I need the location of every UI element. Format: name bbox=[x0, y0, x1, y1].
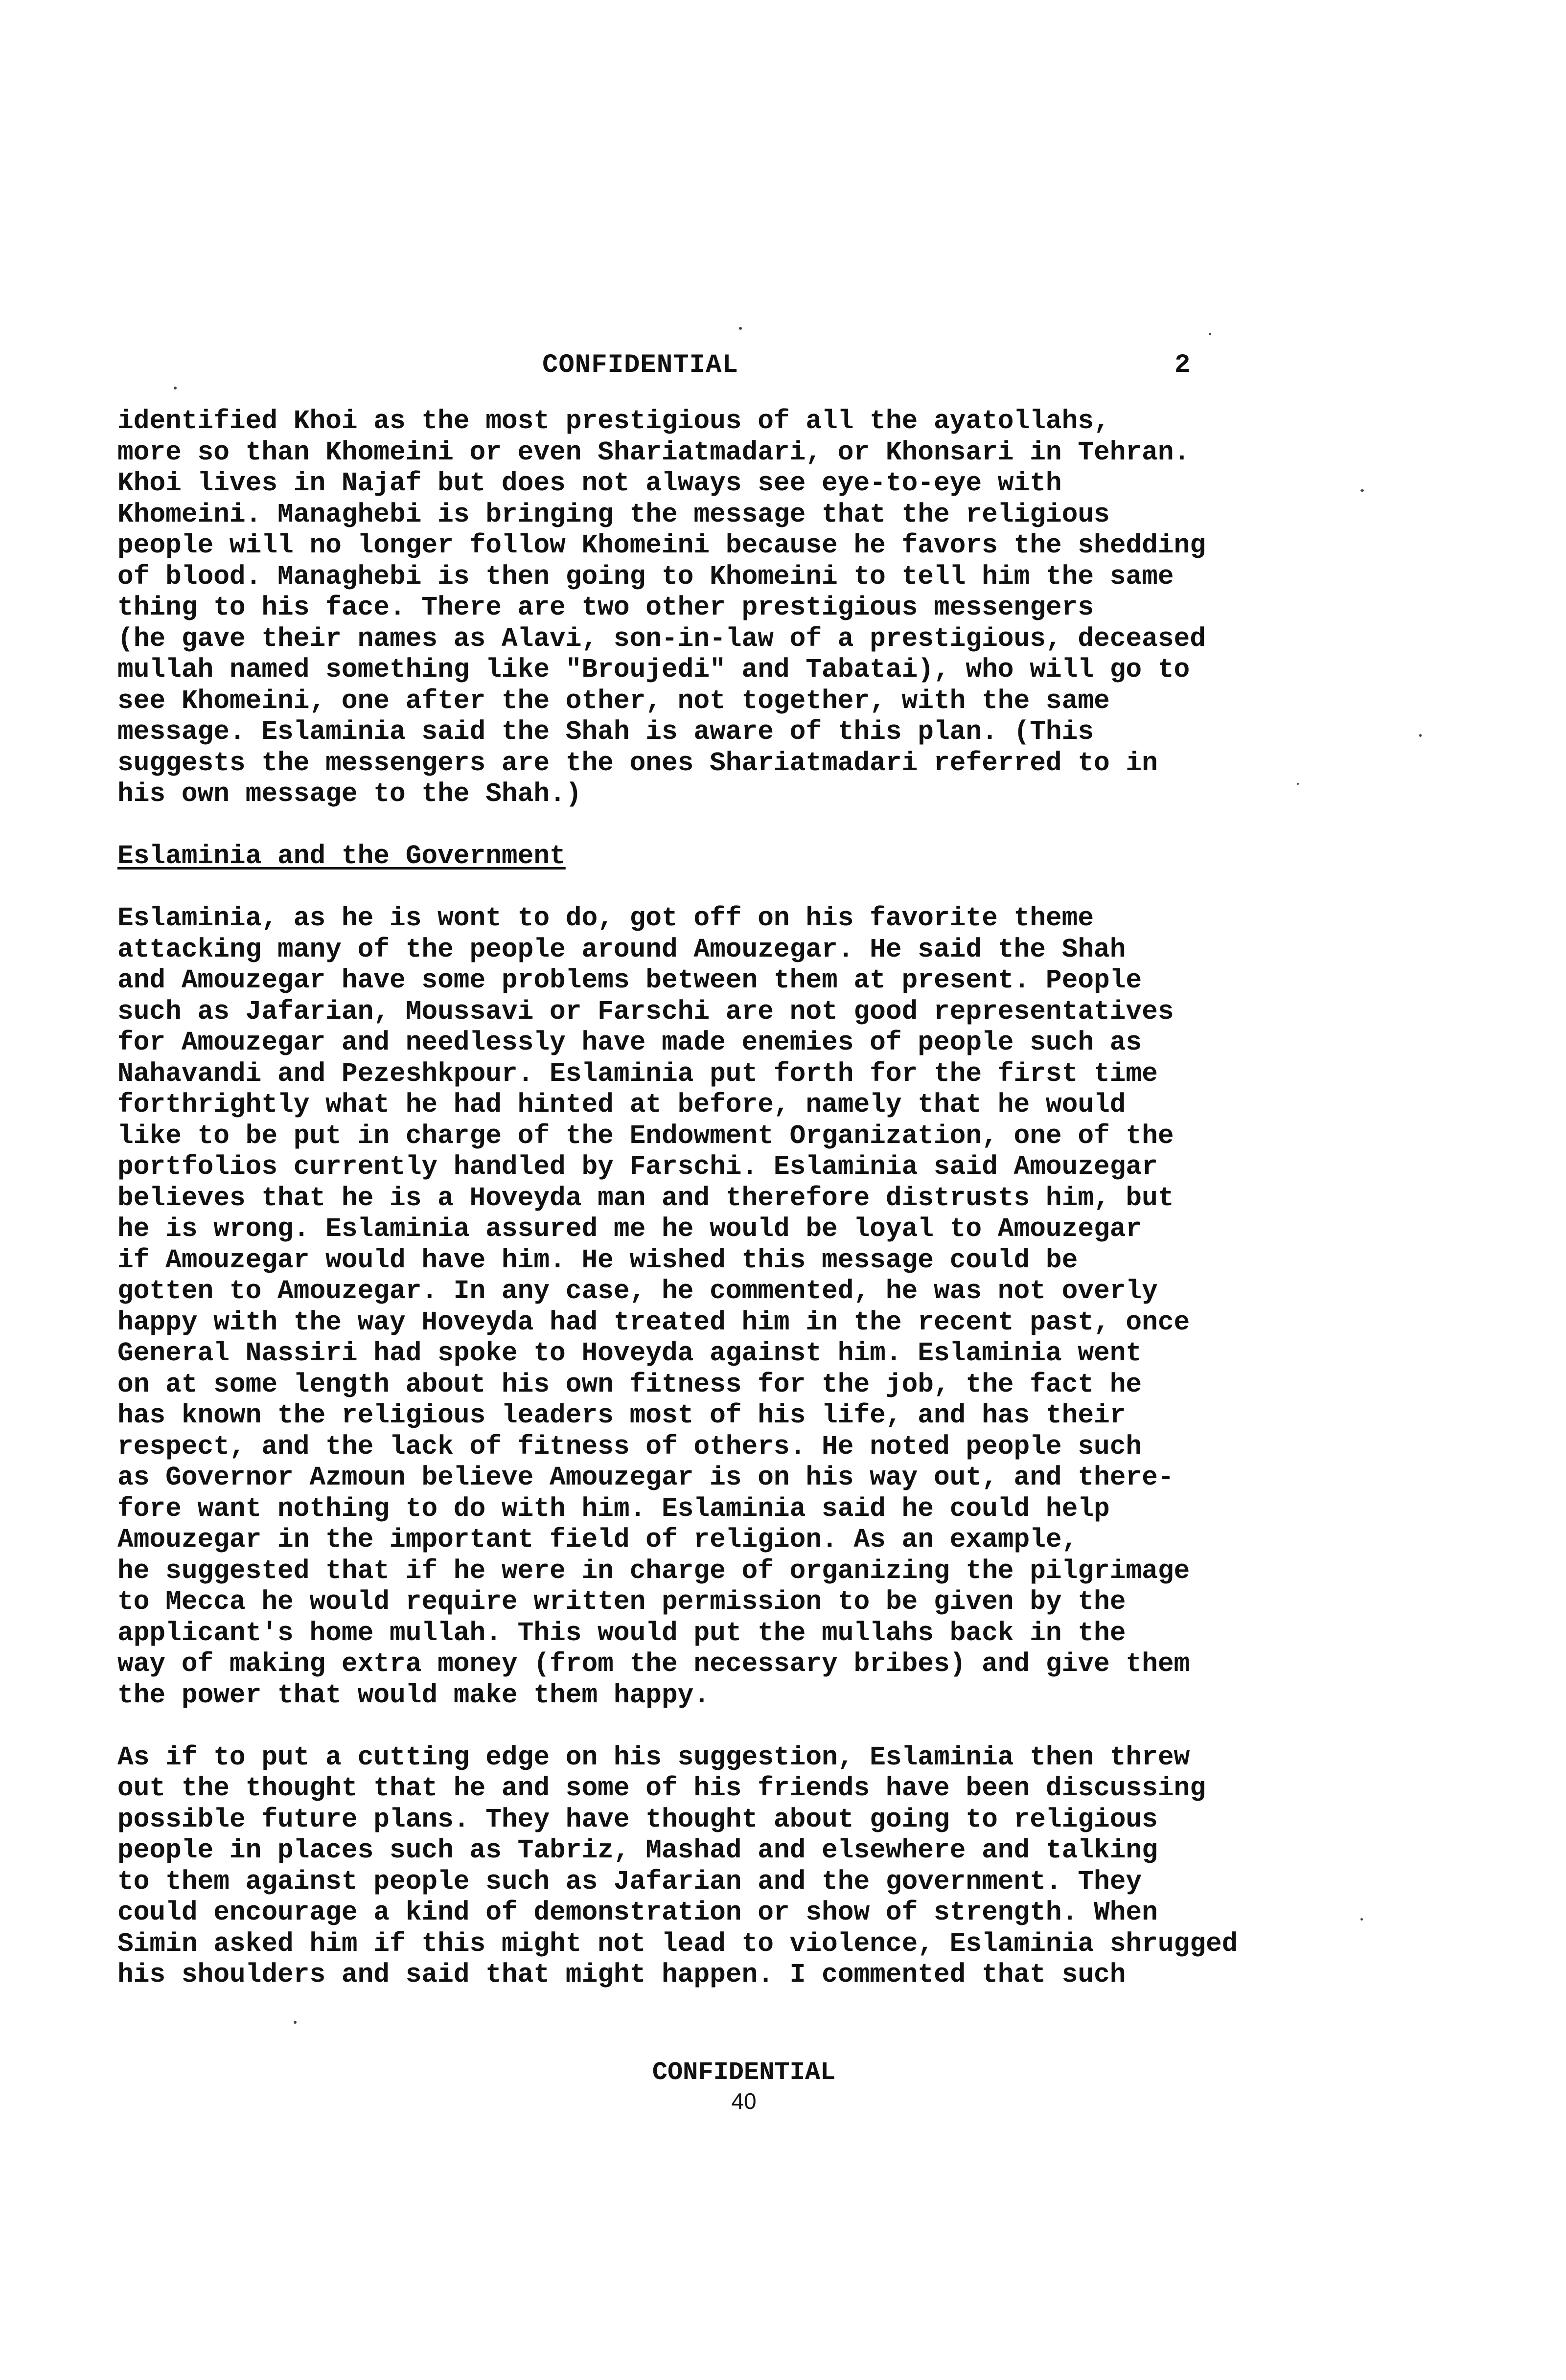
paragraph-future-plans: As if to put a cutting edge on his suggestion, Eslaminia then threw out the thought that he and some of his friends have been discussing possible future plans. They have thought about going to religious people in places such as Tabriz, Mashad and elsewhere and talking to them against people such as Jafarian and the government. They could encourage a kind of demonstration or show of strength. When Simin asked him if this might not lead to violence, Eslaminia shrugged his shoulders and said that might happen. I commented that such bbox=[117, 1742, 1238, 1990]
footer-classification: CONFIDENTIAL bbox=[652, 2058, 836, 2087]
paragraph-khoi-messengers: identified Khoi as the most prestigious of all the ayatollahs, more so than Khomeini or even Shariatmadari, or Khonsari in Tehran. Khoi lives in Najaf but does not always see eye-to-eye with Khomeini. Managhebi is bringing the message that the religious people will no longer follow Khomeini because he favors the shedding of blood. Managhebi is then going to Khomeini to tell him the same thing to his face. There are two other prestigious messengers (he gave their names as Alavi, son-in-law of a prestigious, deceased mullah named something like "Broujedi" and Tabatai), who will go to see Khomeini, one after the other, not together, with the same message. Eslaminia said the Shah is aware of this plan. (This suggests the messengers are the ones Shariatmadari referred to in his own message to the Shah.) bbox=[117, 407, 1206, 809]
scan-speck bbox=[1209, 333, 1211, 335]
paragraph-eslaminia-amouzegar: Eslaminia, as he is wont to do, got off on his favorite theme attacking many of the people around Amouzegar. He said the Shah and Amouzegar have some problems between them at present. People such as Jafarian, Moussavi or Farschi are not good representatives for Amouzegar and needlessly have made enemies of people such as Nahavandi and Pezeshkpour. Eslaminia put forth for the first time forthrightly what he had hinted at before, namely that he would like to be put in charge of the Endowment Organization, one of the portfolios currently handled by Farschi. Eslaminia said Amouzegar believes that he is a Hoveyda man and therefore distrusts him, but he is wrong. Eslaminia assured me he would be loyal to Amouzegar if Amouzegar would have him. He wished this message could be gotten to Amouzegar. In any case, he commented, he was not overly happy with the way Hoveyda had treated him in the recent past, once General Nassiri had spoke to Hoveyda against him. Eslaminia went on at some length about his own fitness for the job, the fact he has known the religious leaders most of his life, and has their respect, and the lack of fitness of others. He noted people such as Governor Azmoun believe Amouzegar is on his way out, and there- fore want nothing to do with him. Eslaminia said he could help Amouzegar in the important field of religion. As an example, he suggested that if he were in charge of organizing the pilgrimage to Mecca he would require written permission to be given by the applicant's home mullah. This would put the mullahs back in the way of making extra money (from the necessary bribes) and give them the power that would make them happy. bbox=[117, 904, 1190, 1711]
scan-speck bbox=[1419, 734, 1422, 737]
header-page-label: 2 bbox=[1174, 350, 1191, 380]
section-heading: Eslaminia and the Government bbox=[117, 842, 566, 871]
footer-page-number: 40 bbox=[731, 2088, 757, 2114]
scan-speck bbox=[294, 2021, 297, 2024]
header-classification: CONFIDENTIAL bbox=[542, 350, 738, 380]
document-body bbox=[117, 406, 1449, 1991]
scan-speck bbox=[739, 327, 742, 330]
scan-speck bbox=[1297, 783, 1299, 785]
scan-speck bbox=[1360, 489, 1364, 492]
scan-speck bbox=[174, 387, 177, 389]
scan-speck bbox=[1360, 1918, 1363, 1921]
page-footer bbox=[0, 2058, 1566, 2114]
